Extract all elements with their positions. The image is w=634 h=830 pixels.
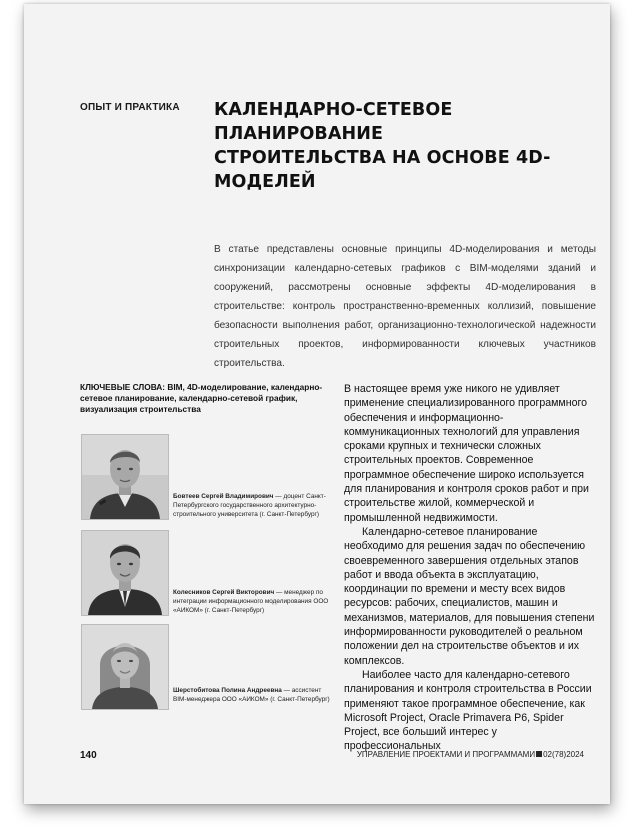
- article-body: [344, 382, 596, 754]
- author-photo-3: [81, 624, 169, 710]
- body-paragraph-3: Наиболее часто для календарно-сетевого планирования и контроля строительства в России применяют такое программное обеспечение, как Microsoft Project, Oracle Primavera P6, Spider Project, все больший интерес у профессиональных: [344, 668, 592, 753]
- author-name-2: Колесников Сергей Викторович: [173, 589, 275, 596]
- title-line-1: КАЛЕНДАРНО-СЕТЕВОЕ ПЛАНИРОВАНИЕ: [214, 100, 453, 144]
- author-bio-1: [173, 492, 331, 519]
- separator-square-icon: [536, 751, 542, 757]
- author-name-1: Бовтеев Сергей Владимирович: [173, 493, 274, 500]
- body-paragraph-2: Календарно-сетевое планирование необходимо для решения задач по обеспечению своевременного завершения отдельных этапов работ и ввода объекта в эксплуатацию, координации по времени и месту всех видов ресурсов: рабочих, специалистов, машин и механизмов, материалов, для повышения степени информированности руководителей о реальном положении дел на строительстве объектов и их комплексов.: [344, 525, 595, 667]
- journal-footer: [357, 750, 584, 759]
- journal-page: [24, 4, 610, 804]
- author-desc-1: — доцент Санкт-Петербургского государственного архитектурно-строительного университета (г. Санкт-Петербург): [173, 493, 326, 518]
- author-photo-1: [81, 434, 169, 520]
- author-photo-2: [81, 530, 169, 616]
- author-bio-3: [173, 686, 331, 704]
- section-label: ОПЫТ И ПРАКТИКА: [80, 102, 180, 113]
- author-name-3: Шерстобитова Полина Андреевна: [173, 687, 282, 694]
- article-title: [214, 98, 594, 194]
- keywords: КЛЮЧЕВЫЕ СЛОВА: BIM, 4D-моделирование, календарно-сетевое планирование, календарно-сетевой график, визуализация строительства: [80, 382, 323, 414]
- body-paragraph-1: В настоящее время уже никого не удивляет применение специализированного программного обеспечения и информационно-коммуникационных технологий для управления сроками крупных и технически сложных строительных проектов. Современное программное обеспечение широко используется для планирования и контроля сроков работ и при строительстве жилой, коммерческой и промышленной недвижимости.: [344, 383, 589, 524]
- author-bio-2: [173, 588, 331, 615]
- author-desc-3: — ассистент BIM-менеджера ООО «АИКОМ» (г. Санкт-Петербург): [173, 687, 330, 703]
- journal-issue: 02(78)2024: [543, 750, 584, 759]
- journal-name: УПРАВЛЕНИЕ ПРОЕКТАМИ И ПРОГРАММАМИ: [356, 750, 536, 759]
- abstract: В статье представлены основные принципы 4D-моделирования и методы синхронизации календарно-сетевых графиков с BIM-моделями зданий и сооружений, рассмотрены основные эффекты 4D-моделирования в строительстве: контроль пространственно-временных коллизий, повышение безопасности выполнения работ, организационно-технологической надежности строительных проектов, информированности ключевых участников строительства.: [214, 244, 596, 369]
- author-desc-2: — менеджер по интеграции информационного моделирования ООО «АИКОМ» (г. Санкт-Петербург): [173, 589, 329, 614]
- title-line-2: СТРОИТЕЛЬСТВА НА ОСНОВЕ 4D-МОДЕЛЕЙ: [214, 148, 551, 192]
- page-number: 140: [80, 750, 97, 761]
